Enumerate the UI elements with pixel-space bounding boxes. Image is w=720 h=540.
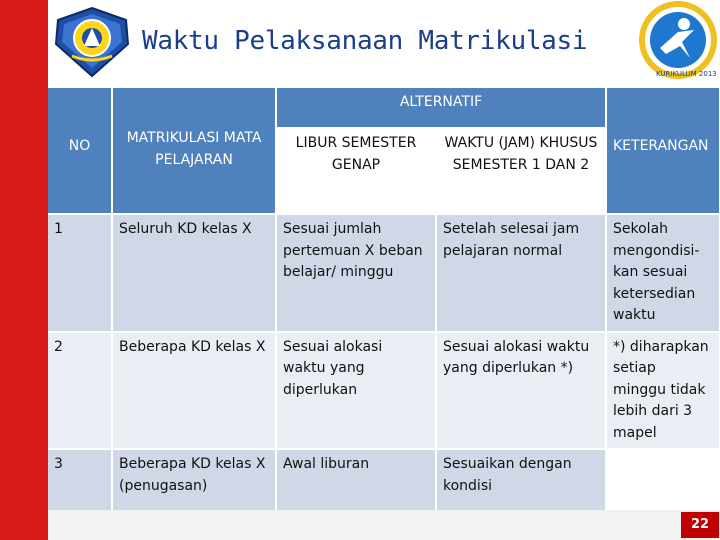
row-waktu: Sesuai alokasi waktu yang diperlukan *) [436,332,606,450]
ministry-emblem-logo [52,6,132,78]
row-libur: Sesuai jumlah pertemuan X beban belajar/ minggu [276,214,436,332]
table-row [48,214,720,332]
row-no: 3 [48,449,112,529]
kurikulum-logo [636,0,720,82]
slide-title: Waktu Pelaksanaan Matrikulasi [142,26,588,56]
matrikulasi-table [48,88,720,530]
row-waktu: Setelah selesai jam pelajaran normal [436,214,606,332]
row-waktu: Sesuaikan dengan kondisi [436,449,606,529]
header-waktu-khusus: WAKTU (JAM) KHUSUS SEMESTER 1 DAN 2 [436,128,606,214]
header-libur-semester: LIBUR SEMESTER GENAP [276,128,436,214]
header-alternatif: ALTERNATIF [276,88,606,128]
row-matrikulasi: Beberapa KD kelas X [112,332,276,450]
header-keterangan: KETERANGAN [606,88,720,214]
row-keterangan: *) diharapkan setiap minggu tidak lebih dari 3 mapel [606,332,720,450]
footer-bar [48,510,720,540]
page-number: 22 [681,512,719,538]
row-libur: Sesuai alokasi waktu yang diperlukan [276,332,436,450]
row-no: 1 [48,214,112,332]
row-libur: Awal liburan [276,449,436,529]
logo-lettering: KURIKULUM 2013 [656,70,717,78]
row-matrikulasi: Seluruh KD kelas X [112,214,276,332]
row-matrikulasi: Beberapa KD kelas X (penugasan) [112,449,276,529]
left-accent-bar [0,0,48,540]
row-keterangan: Sekolah mengondisi-kan sesuai ketersedian waktu [606,214,720,332]
header-matrikulasi: MATRIKULASI MATA PELAJARAN [112,88,276,214]
row-no: 2 [48,332,112,450]
header-no: NO [48,88,112,214]
table-row [48,332,720,450]
